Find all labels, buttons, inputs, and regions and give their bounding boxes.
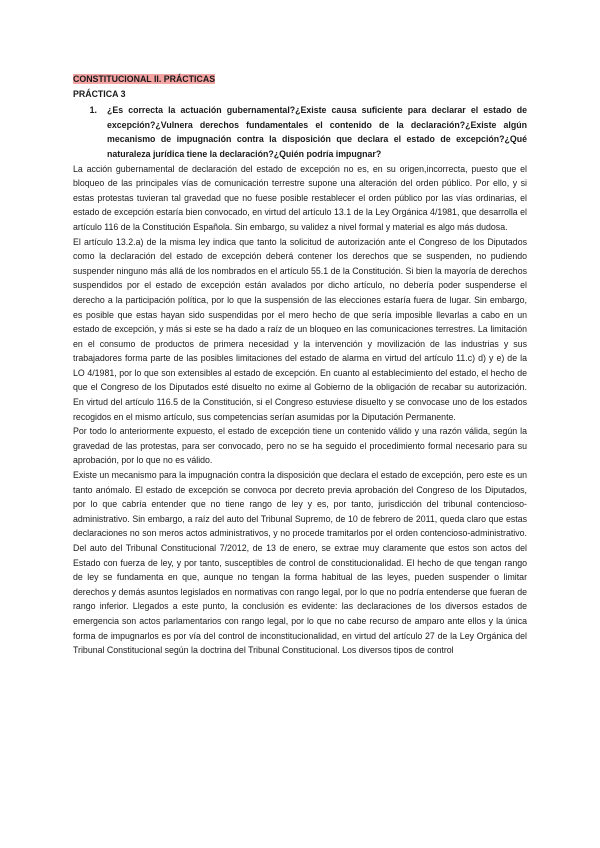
doc-title-line	[73, 72, 527, 87]
document-content	[73, 72, 527, 658]
paragraph-3: Por todo lo anteriormente expuesto, el estado de excepción tiene un contenido válido y una razón válida, según la gravedad de las protestas, para ser convocado, pero no se ha seguido el procedimiento formal necesario para su aprobación, por lo que no es válido.	[73, 426, 527, 466]
paragraph-2: El artículo 13.2.a) de la misma ley indica que tanto la solicitud de autorización ante el Congreso de los Diputados como la declaración del estado de excepción deberá contener los derechos que se suspenden, no pudiendo suspender ninguno más allá de los nombrados en el artículo 55.1 de la Constitución. Si bien la mayoría de derechos suspendidos por el estado de excepción están avalados por dicho artículo, no debería poder suspenderse el derecho a la participación política, por lo que la suspensión de las elecciones estaría fuera de lugar. Sin embargo, es posible que estas hayan sido suspendidas por el mero hecho de que sería imposible llevarlas a cabo en un estado de excepción, y más si este se ha dado a raíz de un bloqueo en las comunicaciones terrestres. La limitación en el consumo de productos de primera necesidad y la intervención y movilización de las industrias y sus trabajadores forma parte de las posibles limitaciones del estado de alarma en virtud del artículo 11.c) d) y e) de la LO 4/1981, por lo que son extensibles al estado de excepción. En cuanto al establecimiento del estado, el hecho de que el Congreso de los Diputados esté disuelto no exime al Gobierno de la obligación de recabar su autorización. En virtud del artículo 116.5 de la Constitución, si el Congreso estuviese disuelto y se convocase uno de los estados recogidos en el mismo artículo, sus competencias serían asumidas por la Diputación Permanente.	[73, 236, 527, 422]
practice-heading: PRÁCTICA 3	[73, 88, 126, 99]
paragraph-1: La acción gubernamental de declaración del estado de excepción no es, en su origen,incorrecta, puesto que el bloqueo de las principales vías de comunicación terrestre supone una alteración del orden público. Por ello, y si estas protestas tuvieran tal gravedad que no fuese posible restablecer el orden público por las vías ordinarias, el estado de excepción estaría bien convocado, en virtud del artículo 13.1 de la Ley Orgánica 4/1981, que desarrolla el artículo 116 de la Constitución Española. Sin embargo, su validez a nivel formal y material es algo más dudosa.	[73, 163, 527, 232]
doc-title: CONSTITUCIONAL II. PRÁCTICAS	[73, 74, 216, 84]
paragraph-4: Existe un mecanismo para la impugnación contra la disposición que declara el estado de excepción, pero este es un tanto anómalo. El estado de excepción se convoca por decreto previa aprobación del Congreso de los Diputados, por lo que cabría entender que no tiene rango de ley y es, por tanto, jurisdicción del tribunal contencioso-administrativo. Sin embargo, a raíz del auto del Tribunal Supremo, de 10 de febrero de 2011, queda claro que estas declaraciones no son meros actos administrativos, y no procede tramitarlos por el orden contencioso-administrativo. Del auto del Tribunal Constitucional 7/2012, de 13 de enero, se extrae muy claramente que estos son actos del Estado con fuerza de ley, y por tanto, susceptibles de control de constitucionalidad. El hecho de que tengan rango de ley se fundamenta en que, aunque no tengan la forma habitual de las leyes, pueden suspender o limitar derechos y demás asuntos legislados en normativas con rango legal, por lo que no podría entenderse que fueran de rango inferior. Llegados a este punto, la conclusión es evidente: las declaraciones de los diversos estados de emergencia son actos parlamentarios con rango legal, por lo que no cabe recurso de amparo ante ellos y la única forma de impugnarlos es por vía del control de inconstitucionalidad, en virtud del artículo 27 de la Ley Orgánica del Tribunal Constitucional según la doctrina del Tribunal Constitucional. Los diversos tipos de control	[73, 470, 527, 656]
question-item	[73, 103, 527, 161]
question-text: ¿Es correcta la actuación gubernamental?¿Existe causa suficiente para declarar el estado de excepción?¿Vulnera derechos fundamentales el contenido de la declaración?¿Existe algún mecanismo de impugnación contra la disposición que declara el estado de excepción?¿Qué naturaleza jurídica tiene la declaración?¿Quién podría impugnar?	[107, 105, 527, 159]
question-number: 1.	[89, 105, 97, 116]
